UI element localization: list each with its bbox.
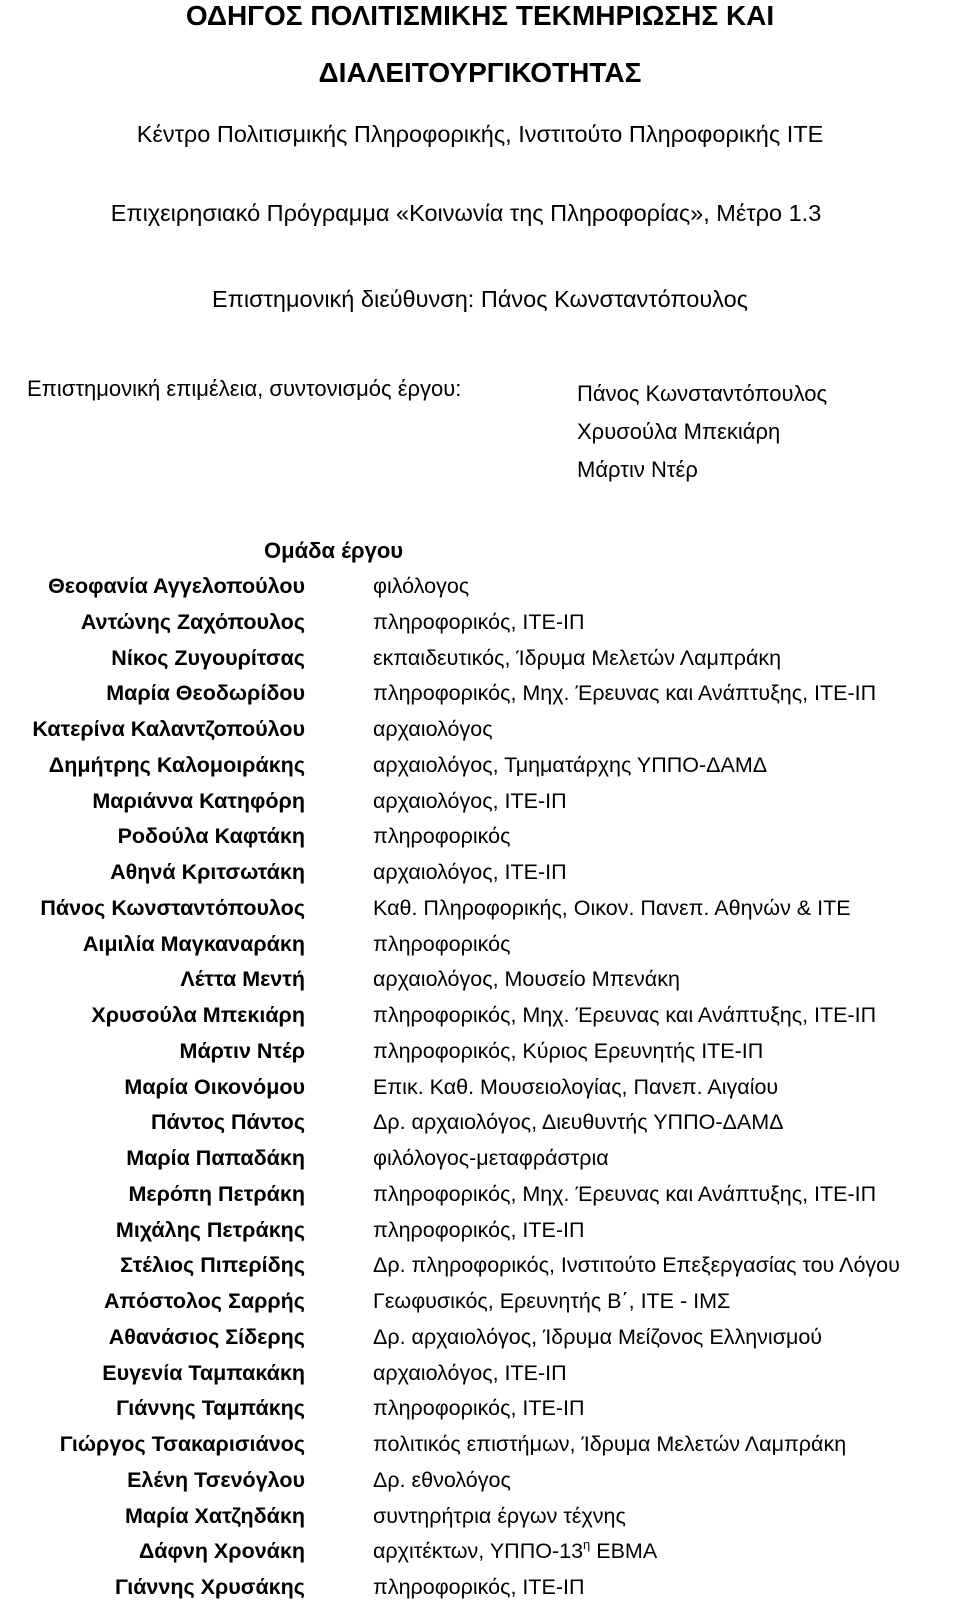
member-role: αρχαιολόγος	[373, 717, 493, 741]
member-name: Δημήτρης Καλομοιράκης	[48, 752, 305, 777]
team-member-row	[0, 965, 960, 1001]
curation-name: Χρυσούλα Μπεκιάρη	[577, 419, 781, 444]
team-member-row	[0, 715, 960, 751]
team-member-row	[0, 1180, 960, 1216]
team-member-row	[0, 1323, 960, 1359]
team-member-row	[0, 822, 960, 858]
curation-name: Πάνος Κωνσταντόπουλος	[577, 381, 828, 406]
team-member-row	[0, 572, 960, 608]
member-role: πληροφορικός	[373, 824, 511, 849]
team-member-row	[0, 1037, 960, 1073]
member-name: Απόστολος Σαρρής	[104, 1289, 305, 1313]
team-member-row	[0, 1287, 960, 1323]
team-member-row	[0, 1537, 960, 1573]
member-role-suffix: ΕΒΜΑ	[590, 1539, 658, 1564]
team-member-row	[0, 894, 960, 930]
member-role: Επικ. Καθ. Μουσειολογίας, Πανεπ. Αιγαίου	[373, 1074, 779, 1099]
member-role: φιλόλογος-μεταφράστρια	[373, 1146, 609, 1170]
member-role: πληροφορικός, ΙΤΕ-ΙΠ	[373, 1217, 585, 1242]
member-role: αρχαιολόγος, Τμηματάρχης ΥΠΠΟ-ΔΑΜΔ	[373, 752, 768, 777]
member-name: Χρυσούλα Μπεκιάρη	[91, 1003, 305, 1027]
member-name: Μαρία Οικονόμου	[124, 1074, 305, 1099]
document-title-line-2: ΔΙΑΛΕΙΤΟΥΡΓΙΚΟΤΗΤΑΣ	[318, 57, 642, 88]
team-member-row	[0, 1216, 960, 1252]
team-member-row	[0, 930, 960, 966]
member-name: Γιάννης Χρυσάκης	[114, 1575, 305, 1599]
team-member-row	[0, 787, 960, 823]
team-member-row	[0, 644, 960, 680]
curation-name: Μάρτιν Ντέρ	[577, 457, 698, 482]
member-name: Μαρία Παπαδάκη	[126, 1146, 305, 1170]
team-member-row	[0, 858, 960, 894]
member-name: Μάρτιν Ντέρ	[179, 1038, 305, 1063]
member-name: Μαριάννα Κατηφόρη	[92, 788, 305, 813]
team-member-row	[0, 1108, 960, 1144]
member-name: Κατερίνα Καλαντζοπούλου	[32, 717, 305, 741]
member-role: αρχαιολόγος, ΙΤΕ-ΙΠ	[373, 1360, 567, 1385]
team-member-row	[0, 1251, 960, 1287]
team-member-row	[0, 1573, 960, 1600]
member-name: Λέττα Μεντή	[180, 967, 305, 992]
member-role-superscript: η	[583, 1537, 591, 1553]
member-role: πληροφορικός, ΙΤΕ-ΙΠ	[373, 1575, 585, 1599]
team-member-row	[0, 1359, 960, 1395]
member-role: αρχαιολόγος, Μουσείο Μπενάκη	[373, 967, 680, 992]
member-role: Δρ. πληροφορικός, Ινστιτούτο Επεξεργασίας του Λόγου	[373, 1253, 900, 1278]
member-role: συντηρήτρια έργων τέχνης	[373, 1503, 626, 1528]
team-member-row	[0, 1073, 960, 1109]
member-role: αρχαιολόγος, ΙΤΕ-ΙΠ	[373, 788, 567, 813]
member-name: Μαρία Χατζηδάκη	[124, 1503, 305, 1528]
member-role: πληροφορικός, ΙΤΕ-ΙΠ	[373, 609, 585, 634]
organization-line: Κέντρο Πολιτισμικής Πληροφορικής, Ινστιτούτο Πληροφορικής ΙΤΕ	[136, 121, 824, 147]
team-member-row	[0, 1394, 960, 1430]
member-name: Πάνος Κωνσταντόπουλος	[40, 895, 305, 920]
member-role: πληροφορικός, ΙΤΕ-ΙΠ	[373, 1396, 585, 1421]
member-role: πληροφορικός, Μηχ. Έρευνας και Ανάπτυξης, ΙΤΕ-ΙΠ	[373, 1003, 877, 1027]
team-member-row	[0, 1001, 960, 1037]
team-member-row	[0, 751, 960, 787]
team-heading: Ομάδα έργου	[264, 538, 404, 563]
curation-label: Επιστημονική επιμέλεια, συντονισμός έργου:	[27, 376, 462, 401]
team-member-row	[0, 679, 960, 715]
team-member-row	[0, 1466, 960, 1502]
member-role	[373, 1537, 657, 1565]
member-role: πολιτικός επιστήμων, Ίδρυμα Μελετών Λαμπράκη	[373, 1432, 847, 1456]
member-name: Δάφνη Χρονάκη	[138, 1539, 305, 1564]
member-role: Δρ. αρχαιολόγος, Ίδρυμα Μείζονος Ελληνισμού	[373, 1324, 823, 1349]
team-member-row	[0, 1144, 960, 1180]
team-member-row	[0, 1502, 960, 1538]
member-name: Ελένη Τσενόγλου	[127, 1467, 305, 1492]
scientific-direction-line: Επιστημονική διεύθυνση: Πάνος Κωνσταντόπουλος	[212, 286, 748, 312]
member-role: αρχαιολόγος, ΙΤΕ-ΙΠ	[373, 860, 567, 884]
member-role: Δρ. εθνολόγος	[373, 1467, 511, 1492]
member-name: Στέλιος Πιπερίδης	[120, 1253, 305, 1278]
member-name: Αθανάσιος Σίδερης	[108, 1324, 305, 1349]
member-name: Θεοφανία Αγγελοπούλου	[48, 574, 305, 598]
member-role: πληροφορικός, Μηχ. Έρευνας και Ανάπτυξης, ΙΤΕ-ΙΠ	[373, 1181, 877, 1206]
programme-line: Επιχειρησιακό Πρόγραμμα «Κοινωνία της Πληροφορίας», Μέτρο 1.3	[110, 200, 822, 226]
member-name: Πάντος Πάντος	[151, 1110, 305, 1135]
team-member-row	[0, 1430, 960, 1466]
member-role: Γεωφυσικός, Ερευνητής Β΄, ΙΤΕ - ΙΜΣ	[373, 1289, 731, 1313]
team-member-row	[0, 608, 960, 644]
team-members-list	[0, 572, 960, 1600]
member-role: πληροφορικός, Κύριος Ερευνητής ΙΤΕ-ΙΠ	[373, 1038, 764, 1063]
member-name: Γιάννης Ταμπάκης	[116, 1396, 305, 1421]
member-role-text: αρχιτέκτων, ΥΠΠΟ-13	[373, 1539, 584, 1564]
member-name: Αιμιλία Μαγκαναράκη	[82, 931, 305, 956]
curation-names	[577, 375, 827, 489]
member-role: Καθ. Πληροφορικής, Οικον. Πανεπ. Αθηνών & ΙΤΕ	[373, 895, 851, 920]
member-name: Νίκος Ζυγουρίτσας	[111, 645, 305, 670]
member-name: Αντώνης Ζαχόπουλος	[80, 609, 305, 634]
document-title-line-1: ΟΔΗΓΟΣ ΠΟΛΙΤΙΣΜΙΚΗΣ ΤΕΚΜΗΡΙΩΣΗΣ ΚΑΙ	[185, 0, 775, 31]
member-name: Γιώργος Τσακαρισιάνος	[59, 1432, 305, 1456]
member-role: πληροφορικός	[373, 931, 511, 956]
member-role: Δρ. αρχαιολόγος, Διευθυντής ΥΠΠΟ-ΔΑΜΔ	[373, 1110, 784, 1135]
member-role: εκπαιδευτικός, Ίδρυμα Μελετών Λαμπράκη	[373, 645, 782, 670]
member-name: Μαρία Θεοδωρίδου	[106, 681, 305, 706]
member-name: Μερόπη Πετράκη	[128, 1181, 305, 1206]
member-name: Ευγενία Ταμπακάκη	[102, 1360, 305, 1385]
member-name: Αθηνά Κριτσωτάκη	[110, 860, 305, 884]
member-name: Μιχάλης Πετράκης	[115, 1217, 305, 1242]
member-role: φιλόλογος	[373, 574, 470, 598]
member-role: πληροφορικός, Μηχ. Έρευνας και Ανάπτυξης, ΙΤΕ-ΙΠ	[373, 681, 877, 706]
member-name: Ροδούλα Καφτάκη	[117, 824, 305, 849]
